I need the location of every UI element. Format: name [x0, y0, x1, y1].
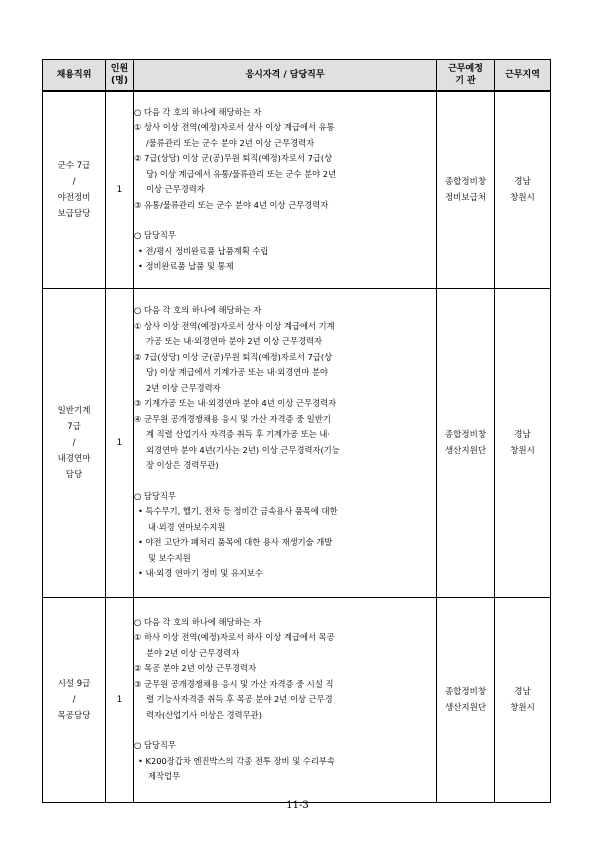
qualification-line: ① 상사 이상 전역(예정)자로서 상사 이상 계급에서 유통 [134, 122, 335, 133]
table-row [43, 91, 551, 288]
table-body [43, 91, 551, 802]
qualification-line: 분야 2년 이상 근무경력자 [146, 647, 240, 658]
qualification-line: 렬 기능사자격증 취득 후 목공 분야 2년 이상 근무경 [146, 694, 333, 704]
qualification-line: ○ 다음 각 호의 하나에 해당하는 자 [134, 616, 262, 627]
header-org-text: 근무예정 기 관 [448, 64, 483, 86]
qualification-line: 외경연마 분야 4년(기사는 2년) 이상 근무경력자(기능 [146, 444, 340, 455]
qualification-line: • 정비완료품 납품 및 통제 [138, 261, 234, 272]
qualification-line: ○ 담당직무 [134, 740, 176, 750]
position-cell-line: 담당 [65, 469, 83, 480]
qualification-line: • 내·외경 연마기 정비 및 유지보수 [138, 568, 263, 579]
spacer [134, 723, 436, 738]
header-region: 근무지역 [495, 60, 551, 92]
qualification-line: ③ 기계가공 또는 내·외경연마 분야 4년 이상 근무경력자 [134, 398, 337, 409]
org-cell [437, 91, 495, 288]
qualification-line: 및 보수지원 [148, 552, 191, 563]
region-cell-line: 창원시 [510, 702, 535, 713]
qualification-line: 내·외경 연마보수지원 [148, 521, 226, 532]
spacer [134, 474, 436, 489]
position-cell [43, 91, 106, 288]
qualification-line: 장 이상은 경력무관) [146, 460, 219, 471]
qualification-line: ③ 군무원 공개경쟁채용 응시 및 가산 자격증 중 시설 직 [134, 678, 334, 689]
header-headcount-text: 인원 (명) [110, 64, 129, 86]
qualification-line: ③ 유통/물류관리 또는 군수 분야 4년 이상 근무경력자 [134, 199, 329, 210]
headcount-cell: 1 [106, 91, 134, 288]
qualification-line: • K200장갑차 엔진박스의 각종 전투 장비 및 수리부속 [138, 755, 335, 766]
header-org [437, 60, 495, 92]
position-cell-line: / [72, 176, 76, 187]
region-cell [495, 91, 551, 288]
spacer [134, 213, 436, 228]
header-row [43, 60, 551, 92]
header-qualification: 응시자격 / 담당직무 [134, 60, 437, 92]
org-cell-line: 생산지원단 [444, 702, 487, 713]
qualification-line: • 특수무기, 헬기, 전차 등 정비간 금속용사 품목에 대한 [138, 506, 338, 517]
region-cell-line: 경남 [514, 176, 531, 187]
region-cell [495, 288, 551, 597]
org-cell [437, 288, 495, 597]
qualification-line: 2년 이상 근무경력자 [146, 382, 221, 393]
page-number: 11-3 [286, 800, 309, 811]
position-cell-line: 군수 7급 [57, 160, 91, 171]
qualification-line: 당) 이상 계급에서 유통/물류관리 또는 군수 분야 2년 [146, 168, 337, 179]
qualification-line: • 전/평시 정비완료품 납품계획 수립 [138, 245, 269, 256]
position-cell-line: 시설 9급 [57, 678, 91, 689]
position-cell-line: 목공담당 [57, 710, 91, 721]
region-cell-line: 경남 [514, 429, 531, 440]
position-cell-line: 야전정비 [57, 192, 91, 203]
position-cell-line: 보급담당 [57, 208, 91, 219]
headcount-cell: 1 [106, 597, 134, 802]
qualification-line: ○ 담당직무 [134, 230, 176, 241]
region-cell-line: 창원시 [510, 192, 535, 203]
qualification-line: ② 목공 분야 2년 이상 근무경력자 [134, 663, 257, 673]
headcount-cell: 1 [106, 288, 134, 597]
qualification-line: ② 7급(상당) 이상 군(공)무원 퇴직(예정)자로서 7급(상 [134, 351, 333, 362]
qualification-line: 력자(산업기사 이상은 경력무관) [146, 709, 262, 720]
qualification-cell [134, 91, 437, 288]
qualification-line: 가공 또는 내·외경연마 분야 2년 이상 근무경력자 [146, 336, 323, 347]
position-cell [43, 597, 106, 802]
org-cell-line: 종합정비창 [444, 429, 487, 440]
qualification-line: ○ 담당직무 [134, 490, 176, 501]
region-cell [495, 597, 551, 802]
recruitment-table [42, 59, 551, 803]
position-cell [43, 288, 106, 597]
header-position: 채용직위 [43, 60, 106, 92]
org-cell-line: 종합정비창 [444, 686, 487, 697]
qualification-line: 이상 근무경력자 [146, 184, 205, 195]
region-cell-line: 경남 [514, 686, 531, 697]
org-cell-line: 정비보급처 [444, 192, 487, 203]
qualification-line: ① 상사 이상 전역(예정)자로서 상사 이상 계급에서 기계 [134, 320, 335, 331]
qualification-line: /물류관리 또는 군수 분야 2년 이상 근무경력자 [146, 137, 315, 148]
qualification-line: 당) 이상 계급에서 기계가공 또는 내·외경연마 분야 [146, 367, 328, 378]
position-cell-line: / [72, 437, 76, 448]
qualification-line: ○ 다음 각 호의 하나에 해당하는 자 [134, 106, 262, 117]
qualification-line: ① 하사 이상 전역(예정)자로서 하사 이상 계급에서 목공 [134, 632, 335, 642]
position-cell-line: 일반기계 [57, 405, 91, 416]
region-cell-line: 창원시 [510, 445, 535, 456]
table-row [43, 597, 551, 802]
qualification-line: 제작업무 [148, 771, 181, 781]
position-cell-line: / [72, 694, 76, 705]
header-headcount [106, 60, 134, 92]
org-cell-line: 생산지원단 [444, 445, 487, 456]
org-cell [437, 597, 495, 802]
position-cell-line: 7급 [67, 421, 81, 432]
org-cell-line: 종합정비창 [444, 176, 487, 187]
qualification-line: ④ 군무원 공개경쟁채용 응시 및 가산 자격증 중 일반기 [134, 413, 331, 424]
qualification-cell [134, 597, 437, 802]
table-row [43, 288, 551, 597]
position-cell-line: 내경연마 [57, 453, 91, 464]
qualification-line: ○ 다음 각 호의 하나에 해당하는 자 [134, 305, 262, 316]
qualification-line: 계 직렬 산업기사 자격증 취득 후 기계가공 또는 내· [146, 429, 331, 440]
qualification-cell [134, 288, 437, 597]
qualification-line: • 야전 고단가 폐처리 품목에 대한 용사 재생기술 개발 [138, 537, 333, 548]
qualification-line: ② 7급(상당) 이상 군(공)무원 퇴직(예정)자로서 7급(상 [134, 153, 333, 164]
